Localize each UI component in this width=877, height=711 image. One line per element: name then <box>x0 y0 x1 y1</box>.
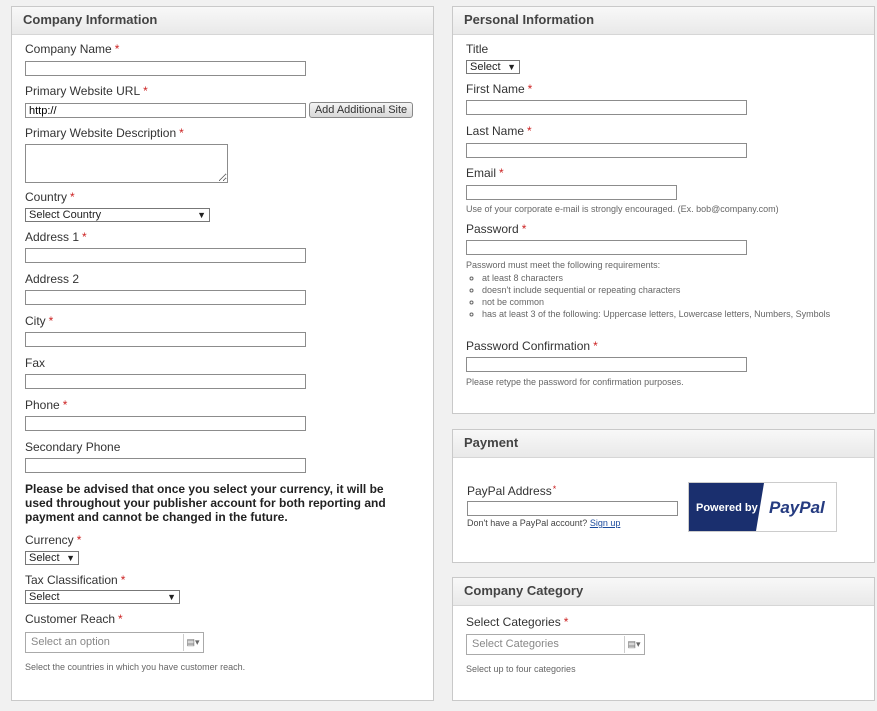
website-url-input[interactable] <box>25 103 306 118</box>
dropdown-arrow-icon: ▼ <box>66 553 75 563</box>
password-input[interactable] <box>466 240 747 255</box>
password-rule: ◦ has at least 3 of the following: Uppercase letters, Lowercase letters, Numbers, Symbols <box>482 308 842 320</box>
country-select[interactable]: Select Country ▼ <box>25 208 210 222</box>
password-rule: ◦ doesn't include sequential or repeating characters <box>482 284 842 296</box>
email-label: Email * <box>466 166 504 180</box>
dropdown-arrow-icon: ▼ <box>167 592 176 602</box>
currency-label: Currency * <box>25 533 82 547</box>
payment-header: Payment <box>453 430 874 458</box>
customer-reach-select[interactable]: Select an option ▤▾ <box>25 632 204 653</box>
password-label: Password * <box>466 222 527 236</box>
powered-by-text: Powered by <box>696 502 758 514</box>
password-confirmation-hint: Please retype the password for confirmation purposes. <box>466 377 684 387</box>
payment-panel <box>452 429 875 563</box>
customer-reach-hint: Select the countries in which you have customer reach. <box>25 662 246 672</box>
currency-select[interactable]: Select ▼ <box>25 551 79 565</box>
paypal-logo-icon <box>689 483 836 531</box>
customer-reach-label: Customer Reach * <box>25 612 123 626</box>
currency-notice: Please be advised that once you select your currency, it will be used throughout your publisher account for both reporting and payment and cannot be changed in the future. <box>25 482 386 524</box>
add-additional-site-button[interactable]: Add Additional Site <box>309 102 413 118</box>
company-name-label: Company Name * <box>25 42 120 56</box>
company-name-input[interactable] <box>25 61 306 76</box>
categories-select[interactable]: Select Categories ▤▾ <box>466 634 645 655</box>
paypal-brand-text: PayPal <box>769 498 825 517</box>
personal-information-panel <box>452 6 875 414</box>
powered-by-paypal-badge <box>688 482 837 532</box>
address2-label: Address 2 <box>25 272 80 286</box>
paypal-address-input[interactable] <box>467 501 678 516</box>
first-name-label: First Name * <box>466 82 533 96</box>
categories-hint: Select up to four categories <box>466 664 576 674</box>
paypal-signup-link[interactable]: Sign up <box>589 518 621 528</box>
fax-label: Fax <box>25 356 46 370</box>
company-information-panel <box>11 6 434 701</box>
paypal-signup-text: Don't have a PayPal account? Sign up <box>467 518 621 528</box>
company-information-header: Company Information <box>12 7 433 35</box>
password-rule: ◦ at least 8 characters <box>482 272 842 284</box>
select-categories-label: Select Categories * <box>466 615 569 629</box>
last-name-label: Last Name * <box>466 124 532 138</box>
email-input[interactable] <box>466 185 677 200</box>
address1-input[interactable] <box>25 248 306 263</box>
company-category-header: Company Category <box>453 578 874 606</box>
dropdown-arrow-icon: ▼ <box>507 62 516 72</box>
country-label: Country * <box>25 190 75 204</box>
secondary-phone-input[interactable] <box>25 458 306 473</box>
tax-classification-label: Tax Classification * <box>25 573 126 587</box>
personal-information-header: Personal Information <box>453 7 874 35</box>
password-confirmation-label: Password Confirmation * <box>466 339 598 353</box>
phone-input[interactable] <box>25 416 306 431</box>
website-description-label: Primary Website Description * <box>25 126 184 140</box>
city-label: City * <box>25 314 54 328</box>
address2-input[interactable] <box>25 290 306 305</box>
address1-label: Address 1 * <box>25 230 87 244</box>
dropdown-arrow-icon: ▼ <box>197 210 206 220</box>
tax-classification-select[interactable]: Select ▼ <box>25 590 180 604</box>
list-dropdown-icon: ▤▾ <box>183 634 202 651</box>
website-url-label: Primary Website URL * <box>25 84 148 98</box>
secondary-phone-label: Secondary Phone <box>25 440 121 454</box>
fax-input[interactable] <box>25 374 306 389</box>
company-category-panel <box>452 577 875 701</box>
first-name-input[interactable] <box>466 100 747 115</box>
list-dropdown-icon: ▤▾ <box>624 636 643 653</box>
city-input[interactable] <box>25 332 306 347</box>
title-label: Title <box>466 42 489 56</box>
password-confirmation-input[interactable] <box>466 357 747 372</box>
email-hint: Use of your corporate e-mail is strongly encouraged. (Ex. bob@company.com) <box>466 204 779 214</box>
website-description-textarea[interactable] <box>25 144 228 183</box>
title-select[interactable]: Select ▼ <box>466 60 520 74</box>
password-rule: ◦ not be common <box>482 296 842 308</box>
last-name-input[interactable] <box>466 143 747 158</box>
phone-label: Phone * <box>25 398 68 412</box>
password-rules-list <box>466 272 842 320</box>
password-hint: Password must meet the following requirements: <box>466 260 661 270</box>
paypal-address-label: PayPal Address* <box>467 484 557 498</box>
